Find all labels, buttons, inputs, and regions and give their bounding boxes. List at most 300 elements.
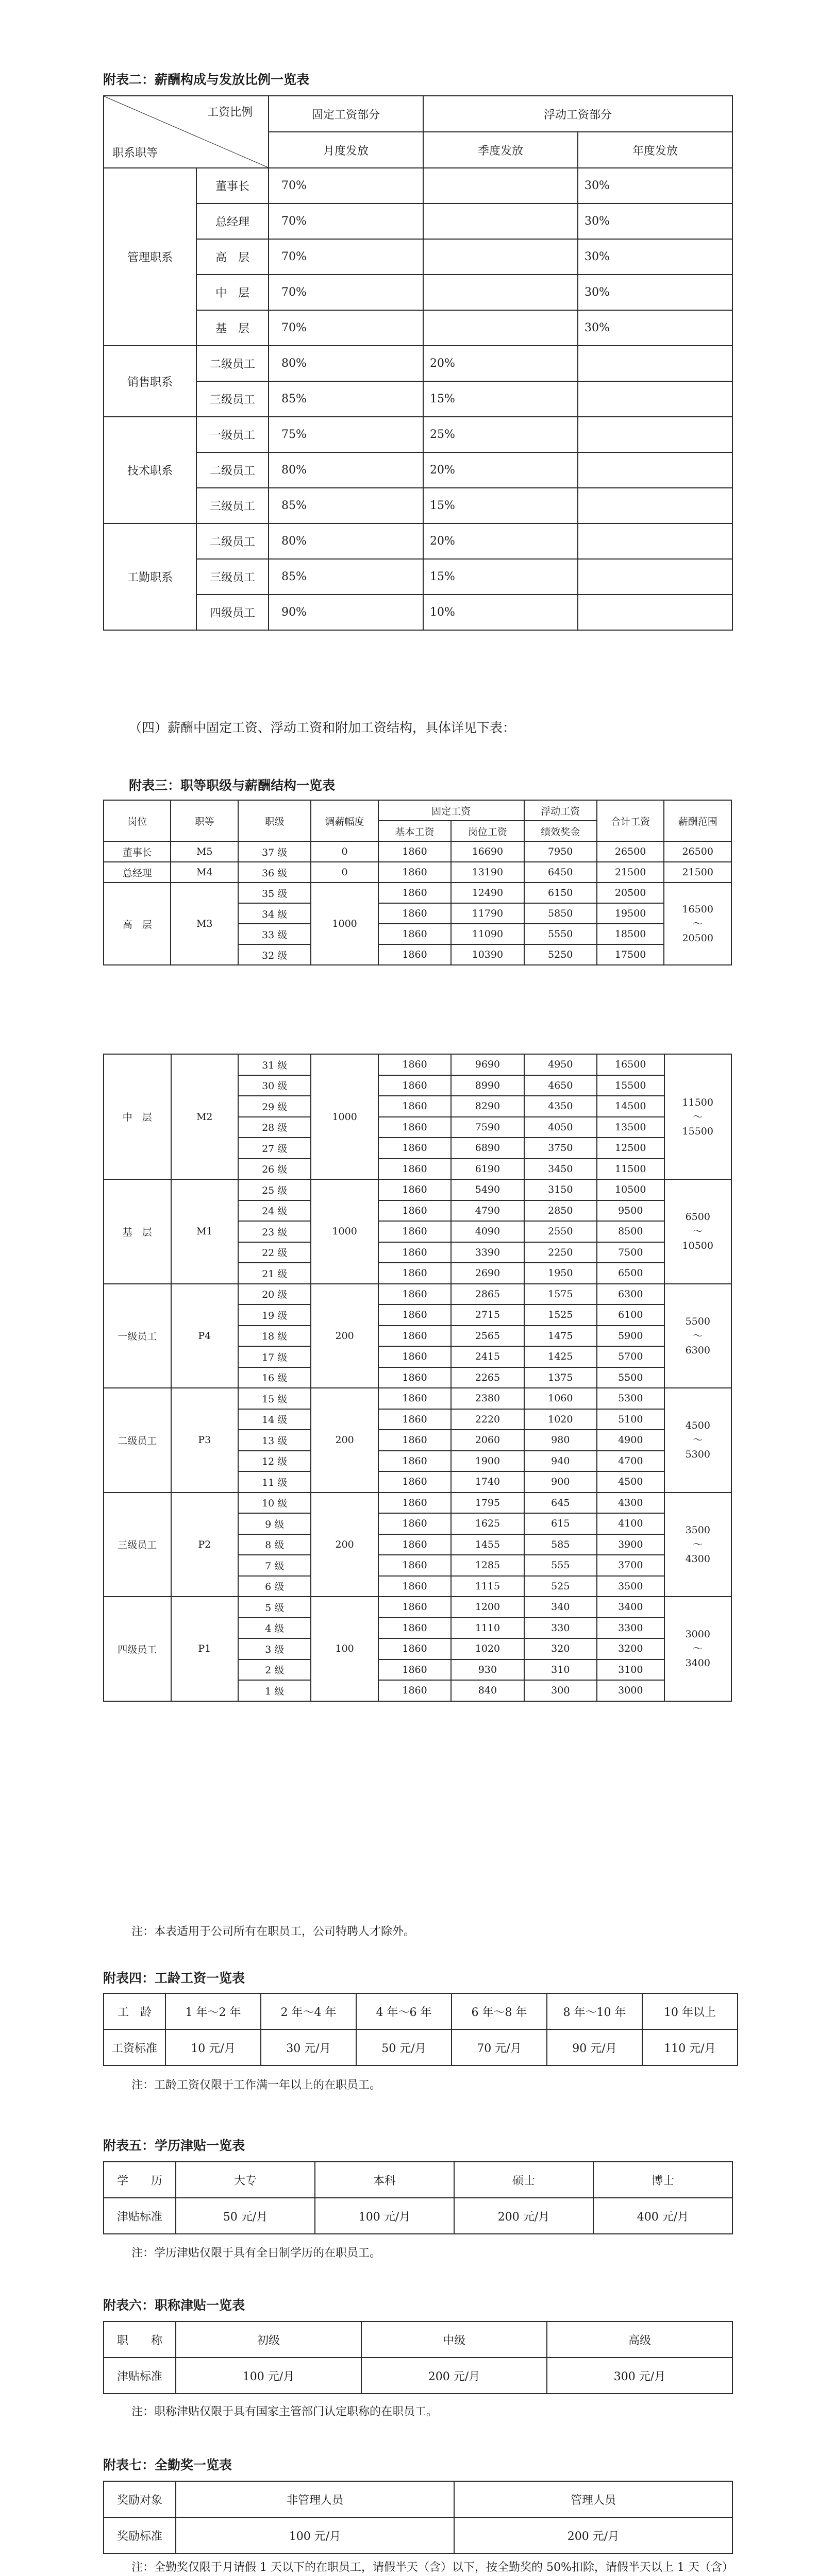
table3-base-cell: 1860 [378,1242,451,1263]
table3-total-cell: 5300 [597,1388,664,1409]
table3-perf-cell: 1575 [524,1284,597,1305]
table3-total-cell: 5700 [597,1346,664,1367]
t6-col-header: 初级 [176,2321,361,2358]
table3-position-cell: 1285 [451,1555,524,1576]
table3-base-cell: 1860 [378,1138,451,1159]
table3-total-cell: 3000 [597,1680,664,1701]
table3-post-cell: 一级员工 [104,1284,171,1388]
table2-quarter-cell: 15% [423,559,578,595]
table2-monthly-cell: 70% [269,239,423,275]
table3-row [104,862,731,883]
table3-row [104,1284,731,1305]
table3-part1 [103,800,732,965]
table3-total-cell: 4900 [597,1430,664,1451]
table3-perf-cell: 1525 [524,1304,597,1326]
table2-level-cell: 三级员工 [196,381,269,417]
table3-level-cell: 12 级 [238,1451,311,1472]
table3-level-cell: 24 级 [238,1200,311,1222]
table3-perf-cell: 330 [524,1618,597,1639]
table3-perf-cell: 1020 [524,1409,597,1430]
table4 [103,1993,738,2066]
table2-row [104,452,732,488]
table3-fixed-header: 固定工资 [378,800,524,821]
table3-position-cell: 7590 [451,1117,524,1138]
t6-value-cell: 100 元/月 [176,2358,361,2394]
table7-label-target: 奖励对象 [104,2481,176,2517]
table3-level-cell: 16 级 [238,1367,311,1388]
table3-post-header: 岗位 [104,800,171,841]
table2-quarter-cell: 20% [423,523,578,559]
t7-col-header: 管理人员 [454,2481,732,2517]
table2-quarter-cell: 20% [423,346,578,381]
table3-adj-cell: 1000 [311,1179,378,1284]
table3-level-cell: 31 级 [238,1054,311,1075]
t4-value-cell: 30 元/月 [261,2029,356,2065]
table3-perf-header: 绩效奖金 [524,821,597,841]
table2-group-cell: 管理职系 [104,168,196,346]
table2-monthly-cell: 80% [269,523,423,559]
table3-level-cell: 20 级 [238,1284,311,1305]
table2-row [104,417,732,452]
table5-title: 附表五：学历津贴一览表 [103,2138,245,2153]
table4-label-standard: 工资标准 [104,2029,165,2065]
table3-total-cell: 6300 [597,1284,664,1305]
table3-level-cell: 9 级 [238,1513,311,1534]
table3-grade-cell: M5 [171,841,238,862]
t7-value-cell: 100 元/月 [176,2517,454,2553]
table3-base-cell: 1860 [378,1493,451,1514]
table3-perf-cell: 4350 [524,1096,597,1117]
table3-note: 注：本表适用于公司所有在职员工，公司特聘人才除外。 [131,1925,415,1938]
table3-perf-cell: 3750 [524,1138,597,1159]
table3-perf-cell: 585 [524,1534,597,1555]
table3-position-cell: 16690 [451,841,524,862]
table3-level-cell: 29 级 [238,1096,311,1117]
table3-level-cell: 11 级 [238,1471,311,1493]
table3-perf-cell: 1425 [524,1346,597,1367]
table3-adj-cell: 200 [311,1493,378,1597]
table3-base-cell: 1860 [378,1597,451,1618]
table2-monthly-header: 月度发放 [269,132,423,168]
table2-annual-header: 年度发放 [578,132,732,168]
table3-range-cell: 3000 ～ 3400 [664,1597,732,1701]
table3-total-cell: 12500 [597,1138,664,1159]
table3-level-cell: 32 级 [238,944,311,965]
t5-col-header: 硕士 [454,2162,593,2198]
table3-perf-cell: 555 [524,1555,597,1576]
table3-perf-cell: 3150 [524,1179,597,1200]
table2-level-cell: 一级员工 [196,417,269,452]
table2-monthly-cell: 70% [269,204,423,239]
table3-position-cell: 1020 [451,1638,524,1659]
table3-perf-cell: 940 [524,1451,597,1472]
table3-total-cell: 7500 [597,1242,664,1263]
table3-perf-cell: 1475 [524,1326,597,1347]
table2-annual-cell [578,346,732,381]
table3-grade-cell: M1 [171,1179,239,1284]
table3-adj-cell: 200 [311,1388,378,1493]
table2-level-cell: 四级员工 [196,595,269,630]
table3-position-cell: 2265 [451,1367,524,1388]
t4-value-cell: 10 元/月 [165,2029,261,2065]
table3-perf-cell: 1950 [524,1263,597,1284]
table2-monthly-cell: 70% [269,310,423,346]
t7-col-header: 非管理人员 [176,2481,454,2517]
table3-base-cell: 1860 [378,1304,451,1326]
table2-monthly-cell: 85% [269,381,423,417]
table2-quarter-cell: 20% [423,452,578,488]
table2-quarter-cell: 10% [423,595,578,630]
table3-position-cell: 1200 [451,1597,524,1618]
table3-total-cell: 19500 [597,903,664,924]
table3-grade-cell: P2 [171,1493,239,1597]
table3-perf-cell: 3450 [524,1159,597,1180]
table3-grade-cell: M4 [171,862,238,883]
table2-group-cell: 销售职系 [104,346,196,417]
table3-base-cell: 1860 [378,1054,451,1075]
table2-float-header: 浮动工资部分 [423,96,732,132]
table4-note: 注：工龄工资仅限于工作满一年以上的在职员工。 [131,2079,381,2092]
table3-total-cell: 6100 [597,1304,664,1326]
table3-base-cell: 1860 [378,1638,451,1659]
table3-base-cell: 1860 [378,1534,451,1555]
table3-grade-cell: M3 [171,883,238,965]
t6-value-cell: 300 元/月 [547,2358,732,2394]
table3-total-cell: 26500 [597,841,664,862]
table5 [103,2161,733,2234]
table2-annual-cell [578,595,732,630]
table3-base-cell: 1860 [378,1618,451,1639]
table3-total-cell: 3200 [597,1638,664,1659]
table3-row [104,1493,731,1514]
table3-position-cell: 6190 [451,1159,524,1180]
table3-level-cell: 19 级 [238,1304,311,1326]
table2-ratio-label: 工资比例 [207,106,253,119]
table3-total-cell: 9500 [597,1200,664,1222]
table3-level-cell: 34 级 [238,903,311,924]
table3-total-cell: 4100 [597,1513,664,1534]
table3-position-cell: 2565 [451,1326,524,1347]
table2-quarter-cell [423,275,578,310]
table3-post-cell: 基 层 [104,1179,171,1284]
table3-adj-cell: 200 [311,1284,378,1388]
table3-base-cell: 1860 [378,1117,451,1138]
table3-total-cell: 3400 [597,1597,664,1618]
table3-base-cell: 1860 [378,1159,451,1180]
table3-post-cell: 中 层 [104,1054,171,1179]
table3-perf-cell: 1375 [524,1367,597,1388]
table3-range-cell: 16500 ～ 20500 [664,883,731,965]
table3-float-header: 浮动工资 [524,800,597,821]
table2-level-cell: 二级员工 [196,452,269,488]
t7-value-cell: 200 元/月 [454,2517,732,2553]
table3-post-cell: 高 层 [104,883,171,965]
t6-col-header: 高级 [547,2321,732,2358]
table3-perf-cell: 2250 [524,1242,597,1263]
table3-part2 [103,1054,732,1702]
table3-position-cell: 4090 [451,1221,524,1242]
table3-level-cell: 26 级 [238,1159,311,1180]
table2-monthly-cell: 90% [269,595,423,630]
table3-adj-cell: 1000 [311,883,378,965]
table3-level-cell: 3 级 [238,1638,311,1659]
t4-col-header: 6 年～8 年 [452,1993,547,2029]
table3-perf-cell: 5550 [524,924,597,944]
table2-monthly-cell: 85% [269,559,423,595]
table3-position-cell: 1110 [451,1618,524,1639]
table3-base-cell: 1860 [378,1555,451,1576]
t5-col-header: 大专 [176,2162,315,2198]
table3-level-cell: 8 级 [238,1534,311,1555]
table6 [103,2321,733,2394]
table3-perf-cell: 2550 [524,1221,597,1242]
table3-total-cell: 3100 [597,1659,664,1681]
table3-base-cell: 1860 [378,1326,451,1347]
table2-monthly-cell: 70% [269,275,423,310]
table2-fixed-header: 固定工资部分 [269,96,423,132]
table3-position-cell: 6890 [451,1138,524,1159]
table3-range-cell: 26500 [664,841,731,862]
table3-level-header: 职级 [238,800,311,841]
table5-label-education: 学 历 [104,2162,176,2198]
table3-total-cell: 3700 [597,1555,664,1576]
table2-level-cell: 三级员工 [196,559,269,595]
table3-title: 附表三：职等职级与薪酬结构一览表 [129,778,336,793]
table3-total-cell: 5900 [597,1326,664,1347]
table2-quarter-header: 季度发放 [423,132,578,168]
table3-total-cell: 13500 [597,1117,664,1138]
table3-total-cell: 4700 [597,1451,664,1472]
table3-level-cell: 17 级 [238,1346,311,1367]
table3-level-cell: 21 级 [238,1263,311,1284]
table3-base-cell: 1860 [378,1659,451,1681]
table3-total-cell: 5500 [597,1367,664,1388]
table2-title: 附表二：薪酬构成与发放比例一览表 [103,72,310,87]
table3-base-cell: 1860 [378,883,451,903]
table2-annual-cell: 30% [578,239,732,275]
table3-adj-cell: 100 [311,1597,378,1701]
table3-position-cell: 2220 [451,1409,524,1430]
table3-position-cell: 1115 [451,1576,524,1597]
table3-grade-cell: M2 [171,1054,239,1179]
t4-col-header: 4 年～6 年 [356,1993,452,2029]
table2-quarter-cell [423,239,578,275]
table3-total-cell: 4500 [597,1471,664,1493]
table3-adj-cell: 1000 [311,1054,378,1179]
table3-level-cell: 4 级 [238,1618,311,1639]
table3-position-cell: 13190 [451,862,524,883]
table3-base-cell: 1860 [378,1576,451,1597]
t4-col-header: 2 年～4 年 [261,1993,356,2029]
table3-position-cell: 8290 [451,1096,524,1117]
table2-monthly-cell: 85% [269,488,423,523]
section-paragraph: （四）薪酬中固定工资、浮动工资和附加工资结构，具体详见下表： [129,720,516,735]
table6-label-title: 职 称 [104,2321,176,2358]
table2-quarter-cell: 25% [423,417,578,452]
table2-annual-cell: 30% [578,204,732,239]
table3-level-cell: 15 级 [238,1388,311,1409]
t4-col-header: 8 年～10 年 [547,1993,642,2029]
table3-position-header: 岗位工资 [451,821,524,841]
t4-value-cell: 90 元/月 [547,2029,642,2065]
table3-perf-cell: 6150 [524,883,597,903]
table3-perf-cell: 4950 [524,1054,597,1075]
table2-quarter-cell: 15% [423,488,578,523]
table3-level-cell: 22 级 [238,1242,311,1263]
table3-perf-cell: 2850 [524,1200,597,1222]
table3-post-cell: 三级员工 [104,1493,171,1597]
table2-level-cell: 董事长 [196,168,269,204]
table3-position-cell: 930 [451,1659,524,1681]
table2-group-cell: 技术职系 [104,417,196,523]
table3-position-cell: 2380 [451,1388,524,1409]
table3-level-cell: 30 级 [238,1075,311,1096]
table3-level-cell: 28 级 [238,1117,311,1138]
table3-perf-cell: 7950 [524,841,597,862]
table3-total-header: 合计工资 [597,800,664,841]
table3-perf-cell: 4050 [524,1117,597,1138]
table3-base-cell: 1860 [378,1388,451,1409]
table3-adj-cell: 0 [311,862,378,883]
table3-level-cell: 7 级 [238,1555,311,1576]
table3-total-cell: 16500 [597,1054,664,1075]
table3-total-cell: 14500 [597,1096,664,1117]
table3-level-cell: 6 级 [238,1576,311,1597]
table3-position-cell: 3390 [451,1242,524,1263]
table3-total-cell: 5100 [597,1409,664,1430]
table3-position-cell: 9690 [451,1054,524,1075]
table6-label-standard: 津贴标准 [104,2358,176,2394]
table4-title: 附表四：工龄工资一览表 [103,1971,245,1986]
table5-label-standard: 津贴标准 [104,2198,176,2234]
table2-row [104,595,732,630]
t4-value-cell: 110 元/月 [642,2029,738,2065]
table2-level-cell: 基 层 [196,310,269,346]
t4-value-cell: 50 元/月 [356,2029,452,2065]
table3-range-cell: 11500 ～ 15500 [664,1054,732,1179]
table3-position-cell: 12490 [451,883,524,903]
table3-row [104,1388,731,1409]
table2-row [104,488,732,523]
table3-level-cell: 18 级 [238,1326,311,1347]
table2-annual-cell [578,523,732,559]
table3-base-cell: 1860 [378,1200,451,1222]
table3-row [104,1597,731,1618]
table3-perf-cell: 900 [524,1471,597,1493]
table2-row [104,204,732,239]
table2-annual-cell: 30% [578,168,732,204]
table2-monthly-cell: 70% [269,168,423,204]
table3-level-cell: 13 级 [238,1430,311,1451]
table3-base-cell: 1860 [378,1367,451,1388]
table3-adj-cell: 0 [311,841,378,862]
table2-level-label: 职系职等 [112,147,158,160]
table3-perf-cell: 1060 [524,1388,597,1409]
table7 [103,2481,733,2554]
t5-col-header: 博士 [593,2162,732,2198]
table3-base-header: 基本工资 [378,821,451,841]
table2-row [104,559,732,595]
table3-position-cell: 1625 [451,1513,524,1534]
table3-perf-cell: 320 [524,1638,597,1659]
table7-label-standard: 奖励标准 [104,2517,176,2553]
table3-base-cell: 1860 [378,841,451,862]
table2-row [104,381,732,417]
table3-position-cell: 10390 [451,944,524,965]
table6-title: 附表六：职称津贴一览表 [103,2298,245,2313]
table3-total-cell: 17500 [597,944,664,965]
table7-note: 注：全勤奖仅限于月请假 1 天以下的在职员工，请假半天（含）以下，按全勤奖的 50%扣除，请假半天以上 1 天（含） [131,2561,728,2574]
table3-position-cell: 8990 [451,1075,524,1096]
table3-perf-cell: 300 [524,1680,597,1701]
table3-level-cell: 23 级 [238,1221,311,1242]
table2-row [104,523,732,559]
table2-annual-cell [578,452,732,488]
table3-total-cell: 10500 [597,1179,664,1200]
table3-level-cell: 1 级 [238,1680,311,1701]
table3-perf-cell: 4650 [524,1075,597,1096]
table3-post-cell: 四级员工 [104,1597,171,1701]
table3-row [104,1054,731,1075]
table3-base-cell: 1860 [378,1096,451,1117]
table3-row [104,841,731,862]
table2-monthly-cell: 75% [269,417,423,452]
table3-base-cell: 1860 [378,903,451,924]
table3-total-cell: 3500 [597,1576,664,1597]
table3-range-cell: 5500 ～ 6300 [664,1284,732,1388]
table3-base-cell: 1860 [378,924,451,944]
table2-monthly-cell: 80% [269,346,423,381]
table3-grade-header: 职等 [171,800,238,841]
table3-base-cell: 1860 [378,1346,451,1367]
table3-perf-cell: 525 [524,1576,597,1597]
table3-base-cell: 1860 [378,1075,451,1096]
table2-row [104,310,732,346]
table3-level-cell: 5 级 [238,1597,311,1618]
table3-base-cell: 1860 [378,1451,451,1472]
table3-base-cell: 1860 [378,862,451,883]
table6-note: 注：职称津贴仅限于具有国家主管部门认定职称的在职员工。 [131,2405,438,2418]
table3-position-cell: 11090 [451,924,524,944]
table2-row [104,239,732,275]
table3-total-cell: 20500 [597,883,664,903]
table2-quarter-cell [423,204,578,239]
t5-value-cell: 200 元/月 [454,2198,593,2234]
table3-position-cell: 5490 [451,1179,524,1200]
table3-perf-cell: 980 [524,1430,597,1451]
table3-total-cell: 4300 [597,1493,664,1514]
table3-position-cell: 4790 [451,1200,524,1222]
table3-perf-cell: 615 [524,1513,597,1534]
table2 [103,95,733,631]
table2-quarter-cell: 15% [423,381,578,417]
table2-quarter-cell [423,168,578,204]
table3-total-cell: 3300 [597,1618,664,1639]
table3-position-cell: 2415 [451,1346,524,1367]
t4-value-cell: 70 元/月 [452,2029,547,2065]
table2-annual-cell: 30% [578,310,732,346]
table3-post-cell: 二级员工 [104,1388,171,1493]
table3-base-cell: 1860 [378,1221,451,1242]
table3-position-cell: 11790 [451,903,524,924]
table3-total-cell: 6500 [597,1263,664,1284]
table3-perf-cell: 5250 [524,944,597,965]
table2-level-cell: 中 层 [196,275,269,310]
table2-annual-cell [578,488,732,523]
table3-perf-cell: 645 [524,1493,597,1514]
table3-base-cell: 1860 [378,1430,451,1451]
table3-base-cell: 1860 [378,944,451,965]
